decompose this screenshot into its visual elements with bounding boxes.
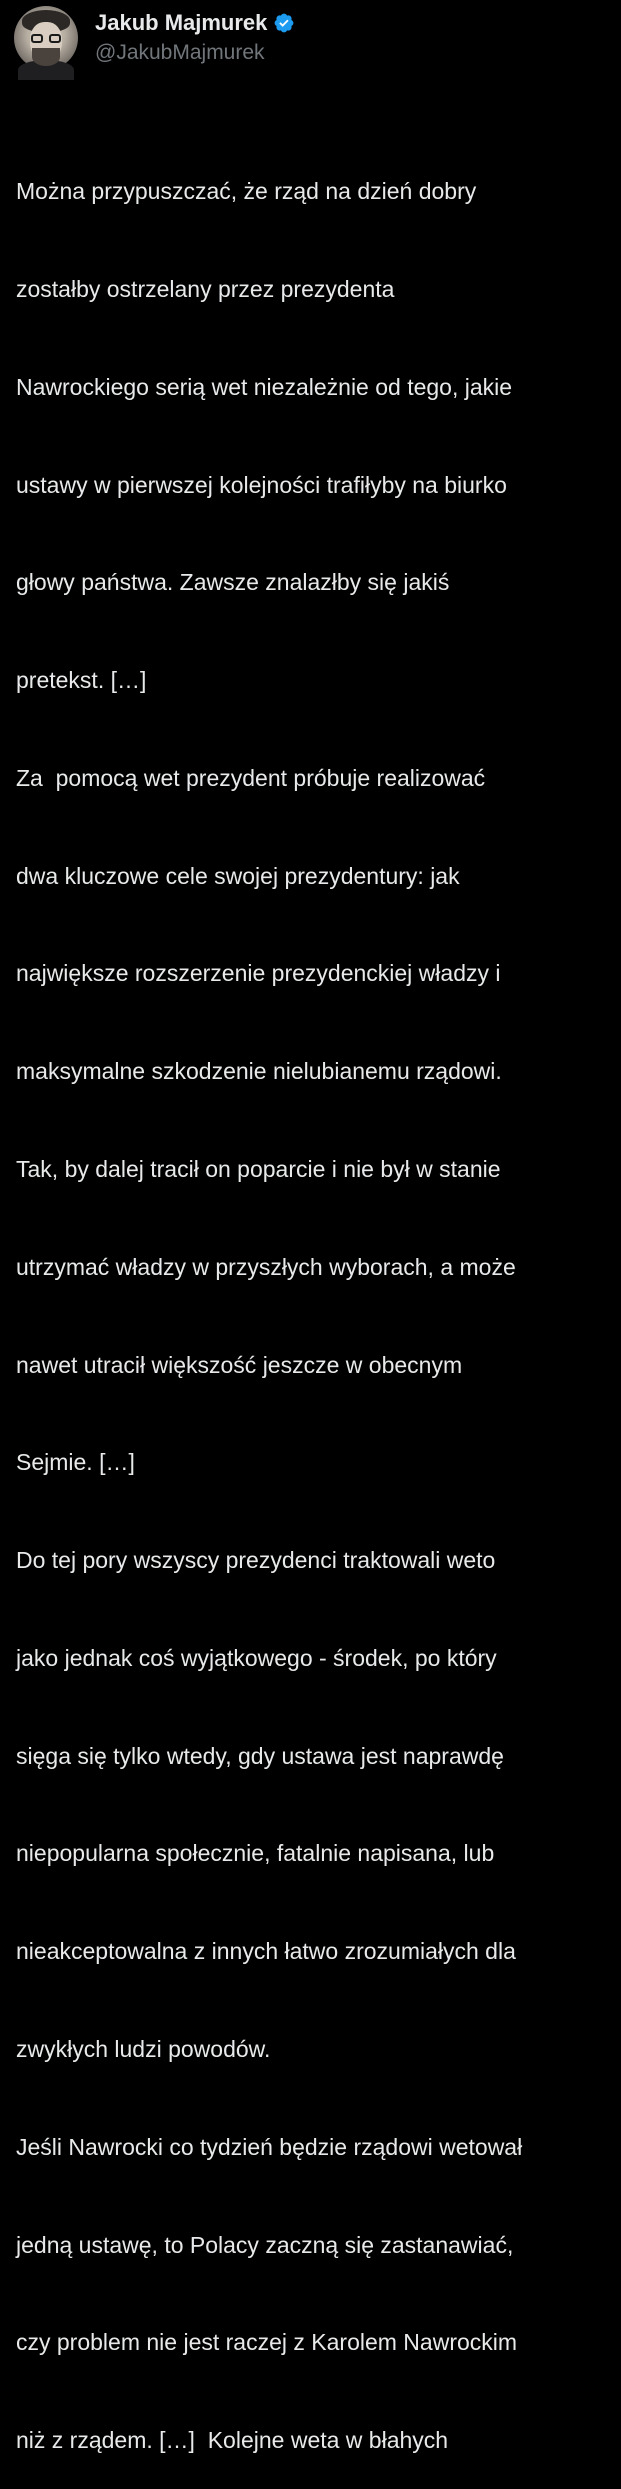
tweet-text-line: zostałby ostrzelany przez prezydenta (16, 275, 395, 302)
tweet-text-line: czy problem nie jest raczej z Karolem Nawrockim (16, 2329, 518, 2356)
tweet-text-line: dwa kluczowe cele swojej prezydentury: jak (16, 862, 460, 889)
tweet-text-line: zwykłych ludzi powodów. (16, 2036, 271, 2063)
tweet-text-line: Nawrockiego serią wet niezależnie od tego, jakie (16, 373, 513, 400)
tweet-header (14, 6, 295, 70)
tweet-text-line: głowy państwa. Zawsze znalazłby się jakiś (16, 569, 450, 596)
tweet-text-line: największe rozszerzenie prezydenckiej władzy i (16, 960, 501, 987)
tweet-text-line: nawet utracił większość jeszcze w obecnym (16, 1351, 463, 1378)
tweet-text-line: jedną ustawę, to Polacy zaczną się zastanawiać, (16, 2231, 514, 2258)
tweet-text-line: niż z rządem. […] Kolejne weta w błahych (16, 2427, 449, 2454)
tweet-text-line: ustawy w pierwszej kolejności trafiłyby na biurko (16, 471, 507, 498)
author-handle[interactable]: @JakubMajmurek (95, 41, 265, 64)
tweet-text-line: Do tej pory wszyscy prezydenci traktowali weto (16, 1547, 496, 1574)
tweet-text (16, 110, 621, 2489)
author-display-name[interactable]: Jakub Majmurek (95, 10, 268, 35)
tweet-text-line: nieakceptowalna z innych łatwo zrozumiałych dla (16, 1938, 516, 1965)
tweet-text-line: sięga się tylko wtedy, gdy ustawa jest naprawdę (16, 1742, 504, 1769)
tweet-text-line: Sejmie. […] (16, 1449, 135, 1476)
tweet-text-line: Można przypuszczać, że rząd na dzień dobry (16, 178, 477, 205)
tweet-text-line: jako jednak coś wyjątkowego - środek, po który (16, 1644, 497, 1671)
avatar-photo-icon[interactable] (14, 6, 78, 70)
tweet-text-line: niepopularna społecznie, fatalnie napisana, lub (16, 1840, 495, 1867)
tweet-text-line: maksymalne szkodzenie nielubianemu rządowi. (16, 1058, 502, 1085)
tweet-text-line: Tak, by dalej tracił on poparcie i nie był w stanie (16, 1156, 501, 1182)
tweet-text-line: pretekst. […] (16, 667, 147, 694)
author-names (95, 9, 295, 67)
tweet-text-line: Za pomocą wet prezydent próbuje realizować (16, 764, 486, 791)
verified-badge-icon (273, 12, 295, 34)
tweet-text-line: utrzymać władzy w przyszłych wyborach, a może (16, 1253, 516, 1280)
tweet-text-line: Jeśli Nawrocki co tydzień będzie rządowi wetował (16, 2133, 523, 2160)
author-name-row (95, 9, 295, 37)
